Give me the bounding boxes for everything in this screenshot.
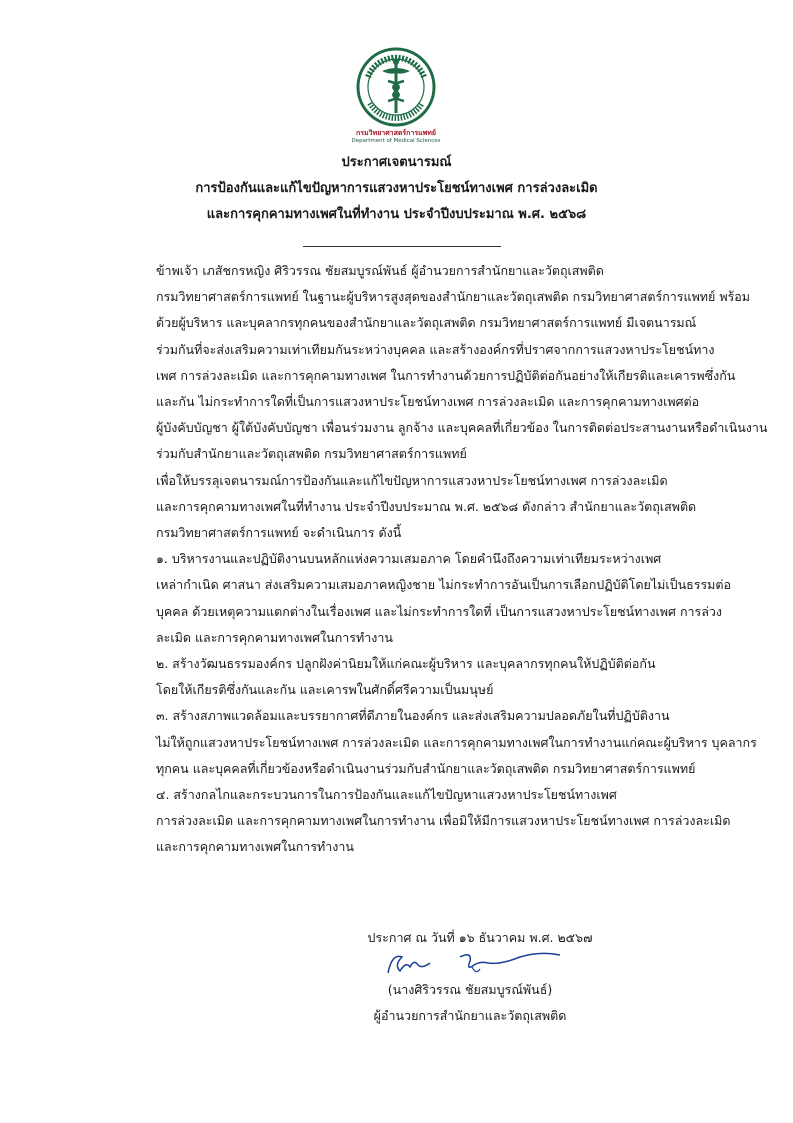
text-line: ร่วมกับสำนักยาและวัตถุเสพติด กรมวิทยาศาสตร์การแพทย์: [156, 446, 467, 462]
text-line: ผู้บังคับบัญชา ผู้ใต้บังคับบัญชา เพื่อนร่วมงาน ลูกจ้าง และบุคคลที่เกี่ยวข้อง ในการติดต่อประสานงานหรือดำเนินงาน: [156, 420, 768, 436]
text-line: ข้าพเจ้า เภสัชกรหญิง ศิริวรรณ ชัยสมบูรณ์พันธ์ ผู้อำนวยการสำนักยาและวัตถุเสพติด: [156, 263, 604, 278]
text-line: และการคุกคามทางเพศในการทำงาน: [156, 839, 354, 855]
announcement-date: ประกาศ ณ วันที่ ๑๖ ธันวาคม พ.ศ. ๒๕๖๗: [367, 930, 593, 945]
title-divider: [303, 246, 501, 247]
paragraph-purpose: [94, 468, 714, 547]
department-name-thai: กรมวิทยาศาสตร์การแพทย์: [356, 129, 436, 137]
text-line: เพศ การล่วงละเมิด และการคุกคามทางเพศ ในการทำงานด้วยการปฏิบัติต่อกันอย่างให้เกียรติและเคารพซึ่งกัน: [156, 367, 736, 383]
title-line-3: และการคุกคามทางเพศในที่ทำงาน ประจำปีงบประมาณ พ.ศ. ๒๕๖๘: [206, 207, 587, 222]
handwritten-signature: [380, 949, 570, 979]
text-line: กรมวิทยาศาสตร์การแพทย์ จะดำเนินการ ดังนี้: [156, 525, 402, 541]
signer-position: ผู้อำนวยการสำนักยาและวัตถุเสพติด: [373, 1008, 567, 1023]
paragraph-item-1: [94, 546, 732, 651]
text-line: ทุกคน และบุคคลที่เกี่ยวข้องหรือดำเนินงานร่วมกับสำนักยาและวัตถุเสพติด กรมวิทยาศาสตร์การแพทย์: [156, 760, 696, 776]
text-line: เพื่อให้บรรลุเจตนารมณ์การป้องกันและแก้ไขปัญหาการแสวงหาประโยชน์ทางเพศ การล่วงละเมิด: [156, 472, 668, 488]
signature-block: [320, 925, 620, 1029]
announcement-title: [0, 150, 793, 228]
text-line: ละเมิด และการคุกคามทางเพศในการทำงาน: [156, 629, 393, 645]
text-line: เหล่ากำเนิด ศาสนา ส่งเสริมความเสมอภาคหญิงชาย ไม่กระทำการอันเป็นการเลือกปฏิบัติโดยไม่เป็นธรรมต่อ: [156, 577, 732, 593]
paragraph-intro: [94, 258, 768, 468]
text-line: ด้วยผู้บริหาร และบุคลากรทุกคนของสำนักยาและวัตถุเสพติด กรมวิทยาศาสตร์การแพทย์ มีเจตนารมณ์: [156, 315, 697, 331]
department-logo: [336, 47, 456, 145]
text-line: ไม่ให้ถูกแสวงหาประโยชน์ทางเพศ การล่วงละเมิด และการคุกคามทางเพศในการทำงานแก่คณะผู้บริหาร บุคลากร: [156, 734, 757, 750]
text-line: ๔. สร้างกลไกและกระบวนการในการป้องกันและแก้ไขปัญหาแสวงหาประโยชน์ทางเพศ: [156, 787, 617, 803]
text-line: ๒. สร้างวัฒนธรรมองค์กร ปลูกฝังค่านิยมให้แก่คณะผู้บริหาร และบุคลากรทุกคนให้ปฏิบัติต่อกัน: [156, 656, 656, 672]
title-line-1: ประกาศเจตนารมณ์: [341, 155, 452, 170]
ministry-seal-icon: [356, 47, 436, 127]
title-line-2: การป้องกันและแก้ไขปัญหาการแสวงหาประโยชน์ทางเพศ การล่วงละเมิด: [195, 181, 598, 196]
announcement-body: [94, 258, 768, 861]
paragraph-item-2: [94, 651, 714, 703]
text-line: ๑. บริหารงานและปฏิบัติงานบนหลักแห่งความเสมอภาค โดยคำนึงถึงความเท่าเทียมระหว่างเพศ: [156, 551, 662, 567]
text-line: ๓. สร้างสภาพแวดล้อมและบรรยากาศที่ดีภายในองค์กร และส่งเสริมความปลอดภัยในที่ปฏิบัติงาน: [156, 708, 670, 724]
text-line: บุคคล ด้วยเหตุความแตกต่างในเรื่องเพศ และไม่กระทำการใดที่ เป็นการแสวงหาประโยชน์ทางเพศ การล่วง: [156, 603, 723, 619]
paragraph-item-4: [94, 782, 731, 861]
signer-name: (นางศิริวรรณ ชัยสมบูรณ์พันธ์): [387, 982, 553, 997]
text-line: กรมวิทยาศาสตร์การแพทย์ ในฐานะผู้บริหารสูงสุดของสำนักยาและวัตถุเสพติด กรมวิทยาศาสตร์การแพทย์ พร้อม: [156, 289, 751, 305]
text-line: และกัน ไม่กระทำการใดที่เป็นการแสวงหาประโยชน์ทางเพศ การล่วงละเมิด และการคุกคามทางเพศต่อ: [156, 394, 700, 410]
text-line: และการคุกคามทางเพศในที่ทำงาน ประจำปีงบประมาณ พ.ศ. ๒๕๖๘ ดังกล่าว สำนักยาและวัตถุเสพติด: [156, 498, 697, 514]
text-line: การล่วงละเมิด และการคุกคามทางเพศในการทำงาน เพื่อมิให้มีการแสวงหาประโยชน์ทางเพศ การล่วงละเมิด: [156, 813, 731, 829]
text-line: ร่วมกันที่จะส่งเสริมความเท่าเทียมกันระหว่างบุคคล และสร้างองค์กรที่ปราศจากการแสวงหาประโยชน์ทาง: [156, 341, 715, 357]
text-line: โดยให้เกียรติซึ่งกันและกัน และเคารพในศักดิ์ศรีความเป็นมนุษย์: [156, 682, 494, 698]
department-name-english: Department of Medical Sciences: [351, 138, 441, 144]
paragraph-item-3: [94, 703, 757, 782]
